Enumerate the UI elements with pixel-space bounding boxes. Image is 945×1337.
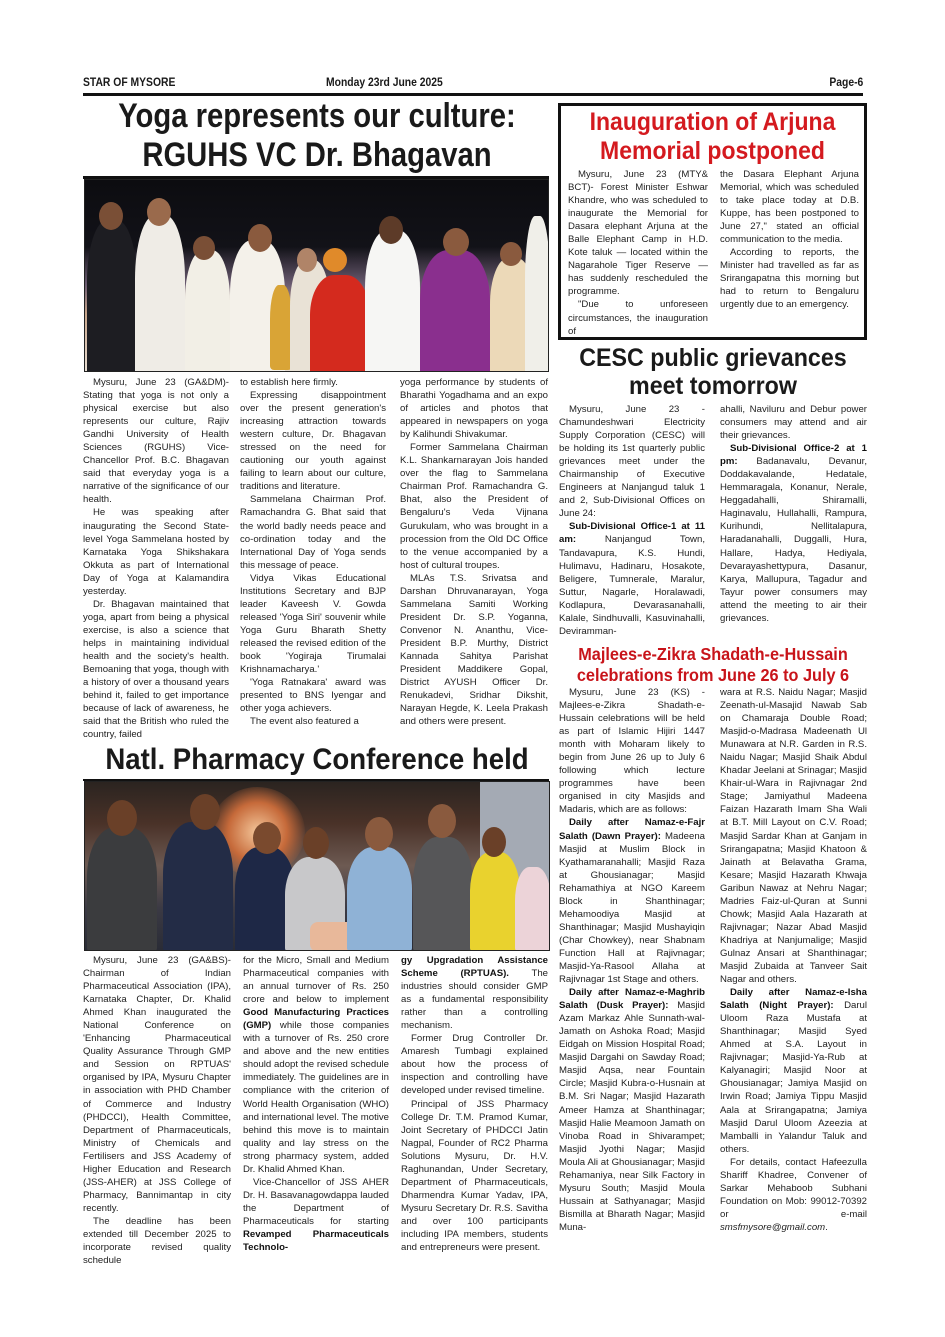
yoga-col-1 (83, 376, 229, 741)
pharmacy-col-3 (401, 954, 548, 1254)
majlees-paragraph: wara at R.S. Naidu Nagar; Masjid Zeenath-ul-Masajid Nawab Sab on Chamaraja Double Road; Masjid-o-Madrasa Madeenath Ul Munawara at N.R. Garden in R.S. Naidu Nagar; Masjid Shaik Abdul Khadar Jeelani at Srinagar; Masjid Khair-ul-Wara in Rajivnagar 2nd Stage; Jamiyathul Madeena Faizan Hazarath Imam Sha Wali at B.T. Mill Layout on C.V. Road; Masjid Sardar Khan at Ganjam in Srirangapatna; Masjid Khatoon & Jainath at Belavatha Grama, Kesare; Masjid Hazarath Khwaja Garibun Nawaz at Nehru Nagar; Madries Faiz-ul-Quran at Sunni Chowk; Masjid Aala Hazarath at Rajivnagar; Nazar Abad Masjid Khadriya at Nanjumalige; Masjid Gulnaz Ansari at Shanthinagar; Masjid Zubaida at Tanveer Sait Nagar and others. (720, 687, 867, 986)
yoga-paragraph: He was speaking after inaugurating the Second State-level Yoga Sammelana hosted by Karnataka Yoga Shikshakara Okkuta as part of International Day of Yoga at Kalamandira yesterday. (83, 507, 229, 597)
arjuna-headline-line2: Memorial postponed (600, 137, 825, 165)
page-number: Page-6 (829, 77, 864, 89)
contact-end: . (825, 1221, 828, 1233)
arjuna-col-2 (720, 168, 859, 312)
majlees-headline (569, 644, 857, 686)
arjuna-paragraph: "Due to unforeseen circumstances, the inauguration of (568, 299, 708, 337)
yoga-paragraph: Former Sammelana Chairman K.L. Shankarnarayan Jois handed over the flag to Sammelana Chairman Prof. Ramachandra G. Bhat, also the President of Bengaluru's Veda Vijnana Gurukulam, who was brought in a procession from the Old DC Office to the venue accompanied by a host of cultural troupes. (400, 442, 548, 571)
text-run: The industries should consider GMP as a fundamental responsibility rather than a controlling mechanism. (401, 968, 548, 1032)
majlees-paragraph (559, 816, 705, 986)
office-1-label: Sub-Divisional Office-1 at 11 am: (559, 521, 705, 546)
cesc-paragraph: Mysuru, June 23 - Chamundeshwari Electricity Supply Corporation (CESC) will be holding its 1st quarterly public grievances meet under the Chairmanship of Executive Engineers at Nanjangud taluk 1 and 2, Sub-Divisional Offices on June 24: (559, 404, 705, 520)
cesc-headline-line1: CESC public grievances (579, 344, 847, 372)
yoga-headline-line2: RGUHS VC Dr. Bhagavan (142, 136, 492, 174)
yoga-paragraph: to establish here firmly. (240, 377, 338, 388)
majlees-col-1 (559, 686, 705, 1234)
maghrib-label: Daily after Namaz-e-Maghrib Salath (Dusk Prayer): (559, 987, 705, 1012)
yoga-paragraph: The event also featured a (250, 716, 359, 728)
arjuna-paragraph: the Dasara Elephant Arjuna Memorial, which was scheduled to take place today at D.B. Kuppe, has been postponed to June 27," stated an official communication to the media. (720, 169, 859, 246)
cesc-col-2 (720, 403, 867, 625)
arjuna-col-1 (568, 168, 708, 338)
office-2-areas: Badanavalu, Devanur, Doddakavalande, Hedatale, Hemmaragala, Konanur, Nerale, Heggadahalli, Shiramalli, Haginavalu, Hullahalli, Rampura, Kurihundi, Nellitalapura, Haradanahalli, Duggalli, Hura, Hallare, Hadya, Hediyala, Devarayashettypura, Dasanur, Karya, Mallupura, Tagadur and Tayur power consumers may attend the meeting to air their grievances. (720, 456, 867, 624)
contact-email-link[interactable]: smsfmysore@gmail.com (720, 1221, 826, 1233)
majlees-contact (720, 1156, 867, 1234)
arjuna-paragraph: According to reports, the Minister had travelled as far as Srirangapatna this morning but had to return to Bengaluru urgently due to an emergency. (720, 247, 859, 311)
cesc-col-1 (559, 403, 705, 638)
majlees-headline-line1: Majlees-e-Zikra Shadath-e-Hussain (578, 644, 848, 664)
isha-label: Daily after Namaz-e-Isha Salath (Night Prayer): (720, 987, 867, 1012)
yoga-paragraph: MLAs T.S. Srivatsa and Darshan Dhruvanarayan, Yoga Sammelana Samiti Working President Dr. S.P. Yoganna, Convenor N. Ananthu, Vice-President B.P. Murthy, District Kannada Sahitya Parishat President Maddikere Gopal, District AYUSH Officer Dr. Renukadevi, Sridhar Dikshit, Narayan Hegde, K. Leela Prakash and others were present. (400, 572, 548, 728)
text-run: for the Micro, Small and Medium Pharmaceutical companies with an annual turnover of Rs. 250 crore and below to implement (243, 955, 389, 1006)
yoga-paragraph: yoga performance by students of Bharathi Yogadhama and an expo of articles and photos that appeared in newspapers on yoga by Kalihundi Shivakumar. (400, 377, 548, 441)
yoga-paragraph: Dr. Bhagavan maintained that yoga, apart from being a physical exercise, is also a science that helps in maintaining individual health and the society's health. Bemoaning that yoga, though with a history of over a thousand years behind it, failed to get importance because of lack of awareness, he said that the British who ruled the country, failed (83, 598, 229, 741)
pharmacy-col-1 (83, 954, 231, 1267)
yoga-headline (116, 97, 518, 175)
yoga-paragraph: Expressing disappointment over the present generation's increasing attraction towards western culture, Dr. Bhagavan stressed on the need for cautioning our youth against failing to learn about our culture, traditions and literature. (240, 390, 386, 493)
contact-text: For details, contact Hafeezulla Shariff Khadree, Convener of Sarkar Mehaboob Subhani Foundation on Mob: 99012-70392 or e-mail (720, 1156, 867, 1220)
text-run: while those companies with a turnover of Rs. 250 crore and above and the new entities should adopt the revised schedule immediately. The guidelines are in compliance with the criterion of World Health Organisation (WHO) and international level. The motive behind this move is to maintain quality and lay stress on the strong pharmacy system, added Dr. Khalid Ahmed Khan. (243, 1020, 389, 1175)
pharmacy-paragraph: Former Drug Controller Dr. Amaresh Tumbagi explained about how the process of inspection and controlling have developed under revised timeline. (401, 1033, 548, 1097)
maghrib-venues: Masjid Azam Markaz Ahle Sunnath-wal-Jamath on Ashoka Road; Masjid Eidgah on Mission Hospital Road; Masjid Dargahi on Sawday Road; Masjid Aqsa, near Fountain Circle; Masjid Kubra-o-Husnain at B.M. Sri Nagar; Masjid Hazarath Ameer Hamza at Shanthinagar; Masjid Halie Meamoon Jamath on Vinoba Road in Shivarampet; Masjid Jyothi Nagar; Masjid Moula Ali at Ghousianagar; Masjid Rehamaniya, near Silk Factory in Mysuru South; Masjid Moula Hussain at Sathyanagar; Masjid Bismilla at Bharath Nagar; Masjid Muna- (559, 1000, 705, 1233)
rptuas-term: Revamped Pharmaceuticals Technolo- (243, 1228, 389, 1254)
pharmacy-col-2 (243, 954, 389, 1254)
pharmacy-headline: Natl. Pharmacy Conference held (105, 743, 529, 776)
yoga-paragraph: Mysuru, June 23 (GA&DM)- Stating that yoga is not only a physical exercise but also represents our culture, Rajiv Gandhi University of Health Sciences (RGUHS) Vice-Chancellor Prof. B.C. Bhagavan said that everyday yoga is a narrative of the significance of our health. (83, 377, 229, 506)
pharmacy-paragraph (401, 954, 548, 1032)
yoga-event-photo (84, 179, 549, 372)
text-run: Vice-Chancellor of JSS AHER Dr. H. Basavanagowdappa lauded the Department of Pharmaceuticals for starting (243, 1176, 389, 1227)
cesc-headline (569, 344, 857, 400)
masthead-rule (83, 93, 863, 96)
majlees-paragraph: Mysuru, June 23 (KS) - Majlees-e-Zikra Shadath-e-Hussain celebrations will be held as part of Islamic Hijiri 1447 month with Moharam likely to begin from June 26 up to July 6 following which lecture programmes have been organised in city Masjids and Madaris, which are as follows: (559, 687, 705, 816)
pharmacy-paragraph (243, 954, 389, 1176)
yoga-paragraph: 'Yoga Ratnakara' award was presented to BNS Iyengar and other yoga achievers. (240, 677, 386, 715)
cesc-paragraph: ahalli, Naviluru and Debur power consumers may attend and air their grievances. (720, 404, 867, 442)
pharmacy-paragraph: The deadline has been extended till December 2025 to incorporate revised quality schedule (83, 1215, 231, 1267)
pharmacy-conference-photo (84, 781, 550, 951)
publication-name: STAR OF MYSORE (83, 77, 176, 89)
arjuna-paragraph: Mysuru, June 23 (MTY& BCT)- Forest Minister Eshwar Khandre, who was scheduled to inaugurate the Memorial for Dasara elephant Arjuna at the Balle Elephant Camp in H.D. Kote taluk — located within the Nagarahole Tiger Reserve — has suddenly rescheduled the programme. (568, 169, 708, 298)
arjuna-headline-line1: Inauguration of Arjuna (589, 108, 836, 136)
cesc-paragraph (720, 442, 867, 625)
cesc-headline-line2: meet tomorrow (629, 372, 797, 400)
majlees-paragraph (559, 986, 705, 1234)
majlees-headline-line2: celebrations from June 26 to July 6 (576, 665, 850, 685)
masthead (83, 77, 863, 93)
isha-venues: Darul Uloom Raza Mustafa at Shanthinagar; Masjid Syed Ahmed at S.A. Layout in Rajivnagar; Masjid-Ya-Rub at Kalyanagiri; Masjid Noor at Ghousianagar; Jamiya Masjid on Irwin Road; Jamiya Tippu Masjid Aala at Srirangapatna; Jamiya Masjid Darul Uloom Azeezia at Mamballi in Yalandur Taluk and others. (720, 1000, 868, 1155)
rptuas-term: gy Upgradation Assistance Scheme (RPTUAS). (401, 955, 548, 980)
pharmacy-paragraph: Mysuru, June 23 (GA&BS)- Chairman of Indian Pharmaceutical Association (IPA), Karnataka Chapter, Dr. Khalid Ahmed Khan inaugurated the National Conference on 'Enhancing Pharmaceutical Quality Assurance Through GMP and Session on RPTUAS' organised by IPA, Mysuru Chapter in association with PHD Chamber of Commerce and Industry (PHDCCI), Health Committee, Department of Pharmaceuticals, Ministry of Chemicals and Fertilisers and JSS Academy of Higher Education and Research (JSS-AHER) at JSS College of Pharmacy, Bannimantap in city recently. (83, 955, 231, 1214)
pharmacy-paragraph: Principal of JSS Pharmacy College Dr. T.M. Pramod Kumar, Joint Secretary of PHDCCI Jatin Nagpal, Founder of RC2 Pharma Solutions Mysuru, Dr. H.V. Raghunandan, Under Secretary, Department of Pharmaceuticals, Dharmendra Kumar Yadav, IPA, Mysuru Secretary Dr. R.S. Savitha and over 100 participants including IPA members, students and entrepreneurs were present. (401, 1098, 548, 1254)
office-2-label: Sub-Divisional Office-2 at 1 pm: (720, 443, 867, 468)
yoga-paragraph: Vidya Vikas Educational Institutions Secretary and BJP leader Kaveesh V. Gowda released 'Yoga Siri' souvenir while Yoga Guru Bharath Shetty released the revised edition of the book 'Yogiraja Tirumalai Krishnamacharya.' (240, 572, 386, 676)
yoga-col-2 (240, 376, 386, 728)
yoga-headline-line1: Yoga represents our culture: (118, 97, 516, 135)
issue-date: Monday 23rd June 2025 (326, 77, 443, 89)
majlees-paragraph (720, 986, 867, 1156)
arjuna-headline (572, 108, 853, 166)
office-1-areas: Nanjangud Town, Tandavapura, K.S. Hundi, Hulimavu, Hadinaru, Hosakote, Beligere, Tumnerale, Maralur, Suttur, Nagarle, Horalawadi, Kodlapura, Devarasanahalli, Kalale, Sindhuvalli, Kasuvinahalli, Deviramman- (559, 534, 705, 637)
yoga-col-3 (400, 376, 548, 728)
fajr-venues: Madeena Masjid at Muslim Block in Kyathamaranahalli; Masjid Raza at Ghousianagar; Masjid Rehamathiya at NGO Kareem Block in Shanthinagar; Mehamoodiya Masjid at Shanthinagar; Masjid Mushayiqin (Char Chowkey), near Shabnam Function Hall at Rajivnagar; Masjid-Ya-Rasool Allaha at Rajivnagar 1st Stage and others. (559, 830, 705, 986)
gmp-term: Good Manufacturing Practices (GMP) (243, 1007, 389, 1032)
yoga-paragraph: Sammelana Chairman Prof. Ramachandra G. Bhat said that the world badly needs peace and co-ordination today and the International Day of Yoga sends this message of peace. (240, 494, 386, 571)
pharmacy-paragraph (243, 1176, 389, 1254)
fajr-label: Daily after Namaz-e-Fajr Salath (Dawn Prayer): (559, 817, 705, 842)
cesc-paragraph (559, 520, 705, 637)
majlees-col-2 (720, 686, 867, 1234)
